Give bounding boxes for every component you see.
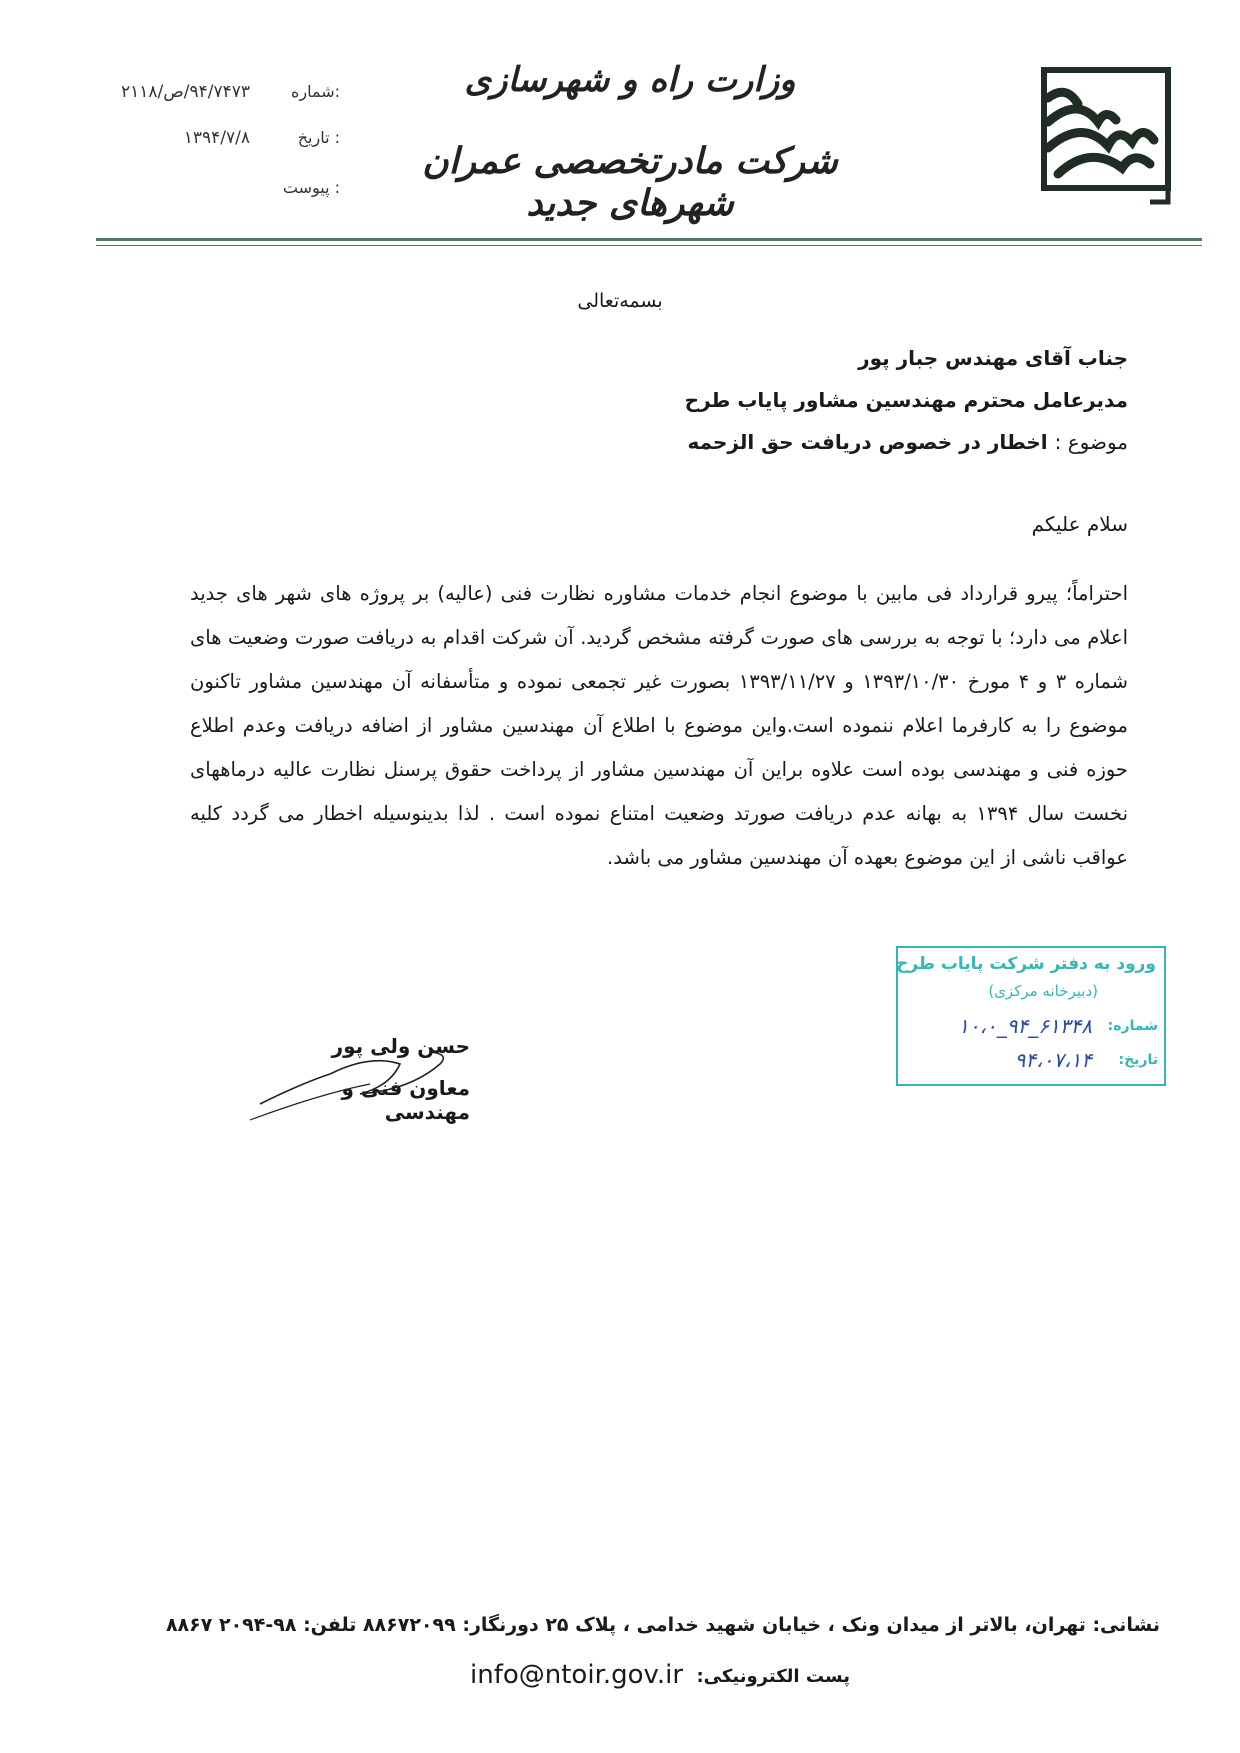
email-value: info@ntoir.gov.ir — [470, 1660, 684, 1690]
stamp-date-value: ۹۴،۰۷،۱۴ — [1014, 1048, 1092, 1072]
letter-number-label: :شماره — [290, 82, 340, 101]
letter-body: احتراماً؛ پیرو قرارداد فی مابین با موضوع انجام خدمات مشاوره نظارت فنی (عالیه) بر پروژه های شهر های جدید اعلام می دارد؛ با توجه به بررسی های صورت گرفته مشخص گردید. آن شرکت اقدام به دریافت صورت وضعیت های شماره ۳ و ۴ مورخ ۱۳۹۳/۱۰/۳۰ و ۱۳۹۳/۱۱/۲۷ بصورت غیر تجمعی نموده و متأسفانه آن مهندسین مشاور تاکنون موضوع را به کارفرما اعلام ننموده است.واین موضوع با اطلاع آن مهندسین مشاور از اضافه دریافت وعدم اطلاع حوزه فنی و مهندسی بوده است علاوه براین آن مهندسین مشاور از پرداخت حقوق پرسنل نظارت عالیه درماههای نخست سال ۱۳۹۴ به بهانه عدم دریافت صورتد وضعیت امتناع نموده است . لذا بدینوسیله اخطار می گردد کلیه عواقب ناشی از این موضوع بعهده آن مهندسین مشاور می باشد. — [190, 582, 1129, 869]
email-label: پست الکترونیکی: — [696, 1666, 850, 1687]
basmala: بسمه‌تعالی — [577, 290, 663, 312]
signer-name: حسن ولی پور — [331, 1034, 470, 1058]
header-divider-thin — [96, 245, 1202, 246]
header-divider-thick — [96, 238, 1202, 241]
company-logo — [1038, 64, 1176, 208]
stamp-number-label: شماره: — [1107, 1018, 1158, 1034]
greeting: سلام علیکم — [1031, 512, 1128, 536]
receipt-stamp — [896, 946, 1166, 1086]
stamp-subtitle: (دبیرخانه مرکزی) — [988, 982, 1098, 1000]
stamp-date-label: تاریخ: — [1118, 1052, 1158, 1068]
subject-label: موضوع : — [1054, 430, 1128, 454]
company-name: شرکت مادرتخصصی عمران شهرهای جدید — [422, 140, 838, 224]
letter-date-label: : تاریخ — [297, 128, 340, 147]
recipient-title: مدیرعامل محترم مهندسین مشاور پایاب طرح — [684, 388, 1128, 412]
letter-date — [90, 128, 340, 158]
stamp-date-row — [908, 1048, 1158, 1078]
stamp-number-value: ۶۱۳۴۸_۹۴_۱۰،۰ — [958, 1014, 1092, 1038]
recipient-name: جناب آقای مهندس جبار پور — [858, 346, 1128, 370]
stamp-number-row — [908, 1014, 1158, 1044]
letter-number-value: ۹۴/۷۴۷۳/ص/۲۱۱۸ — [120, 82, 250, 102]
subject-text: اخطار در خصوص دریافت حق الزحمه — [687, 430, 1048, 454]
letter-number — [90, 82, 340, 112]
letter-date-value: ۱۳۹۴/۷/۸ — [183, 128, 250, 148]
footer-email — [440, 1660, 860, 1694]
letter-attachment — [90, 178, 340, 208]
letter-attachment-label: : پیوست — [282, 178, 340, 197]
stamp-title: ورود به دفتر شرکت پایاب طرح — [896, 954, 1156, 974]
footer-address: نشانی: تهران، بالاتر از میدان ونک ، خیابان شهید خدامی ، پلاک ۲۵ دورنگار: ۸۸۶۷۲۰۹۹ تلفن: ۹۸-۲۰۹۴ ۸۸۶۷ — [165, 1614, 1160, 1636]
ministry-name: وزارت راه و شهرسازی — [464, 60, 796, 100]
handwritten-signature — [240, 1024, 480, 1124]
subject-line — [687, 430, 1128, 454]
signer-title: معاون فنی و مهندسی — [341, 1076, 470, 1124]
